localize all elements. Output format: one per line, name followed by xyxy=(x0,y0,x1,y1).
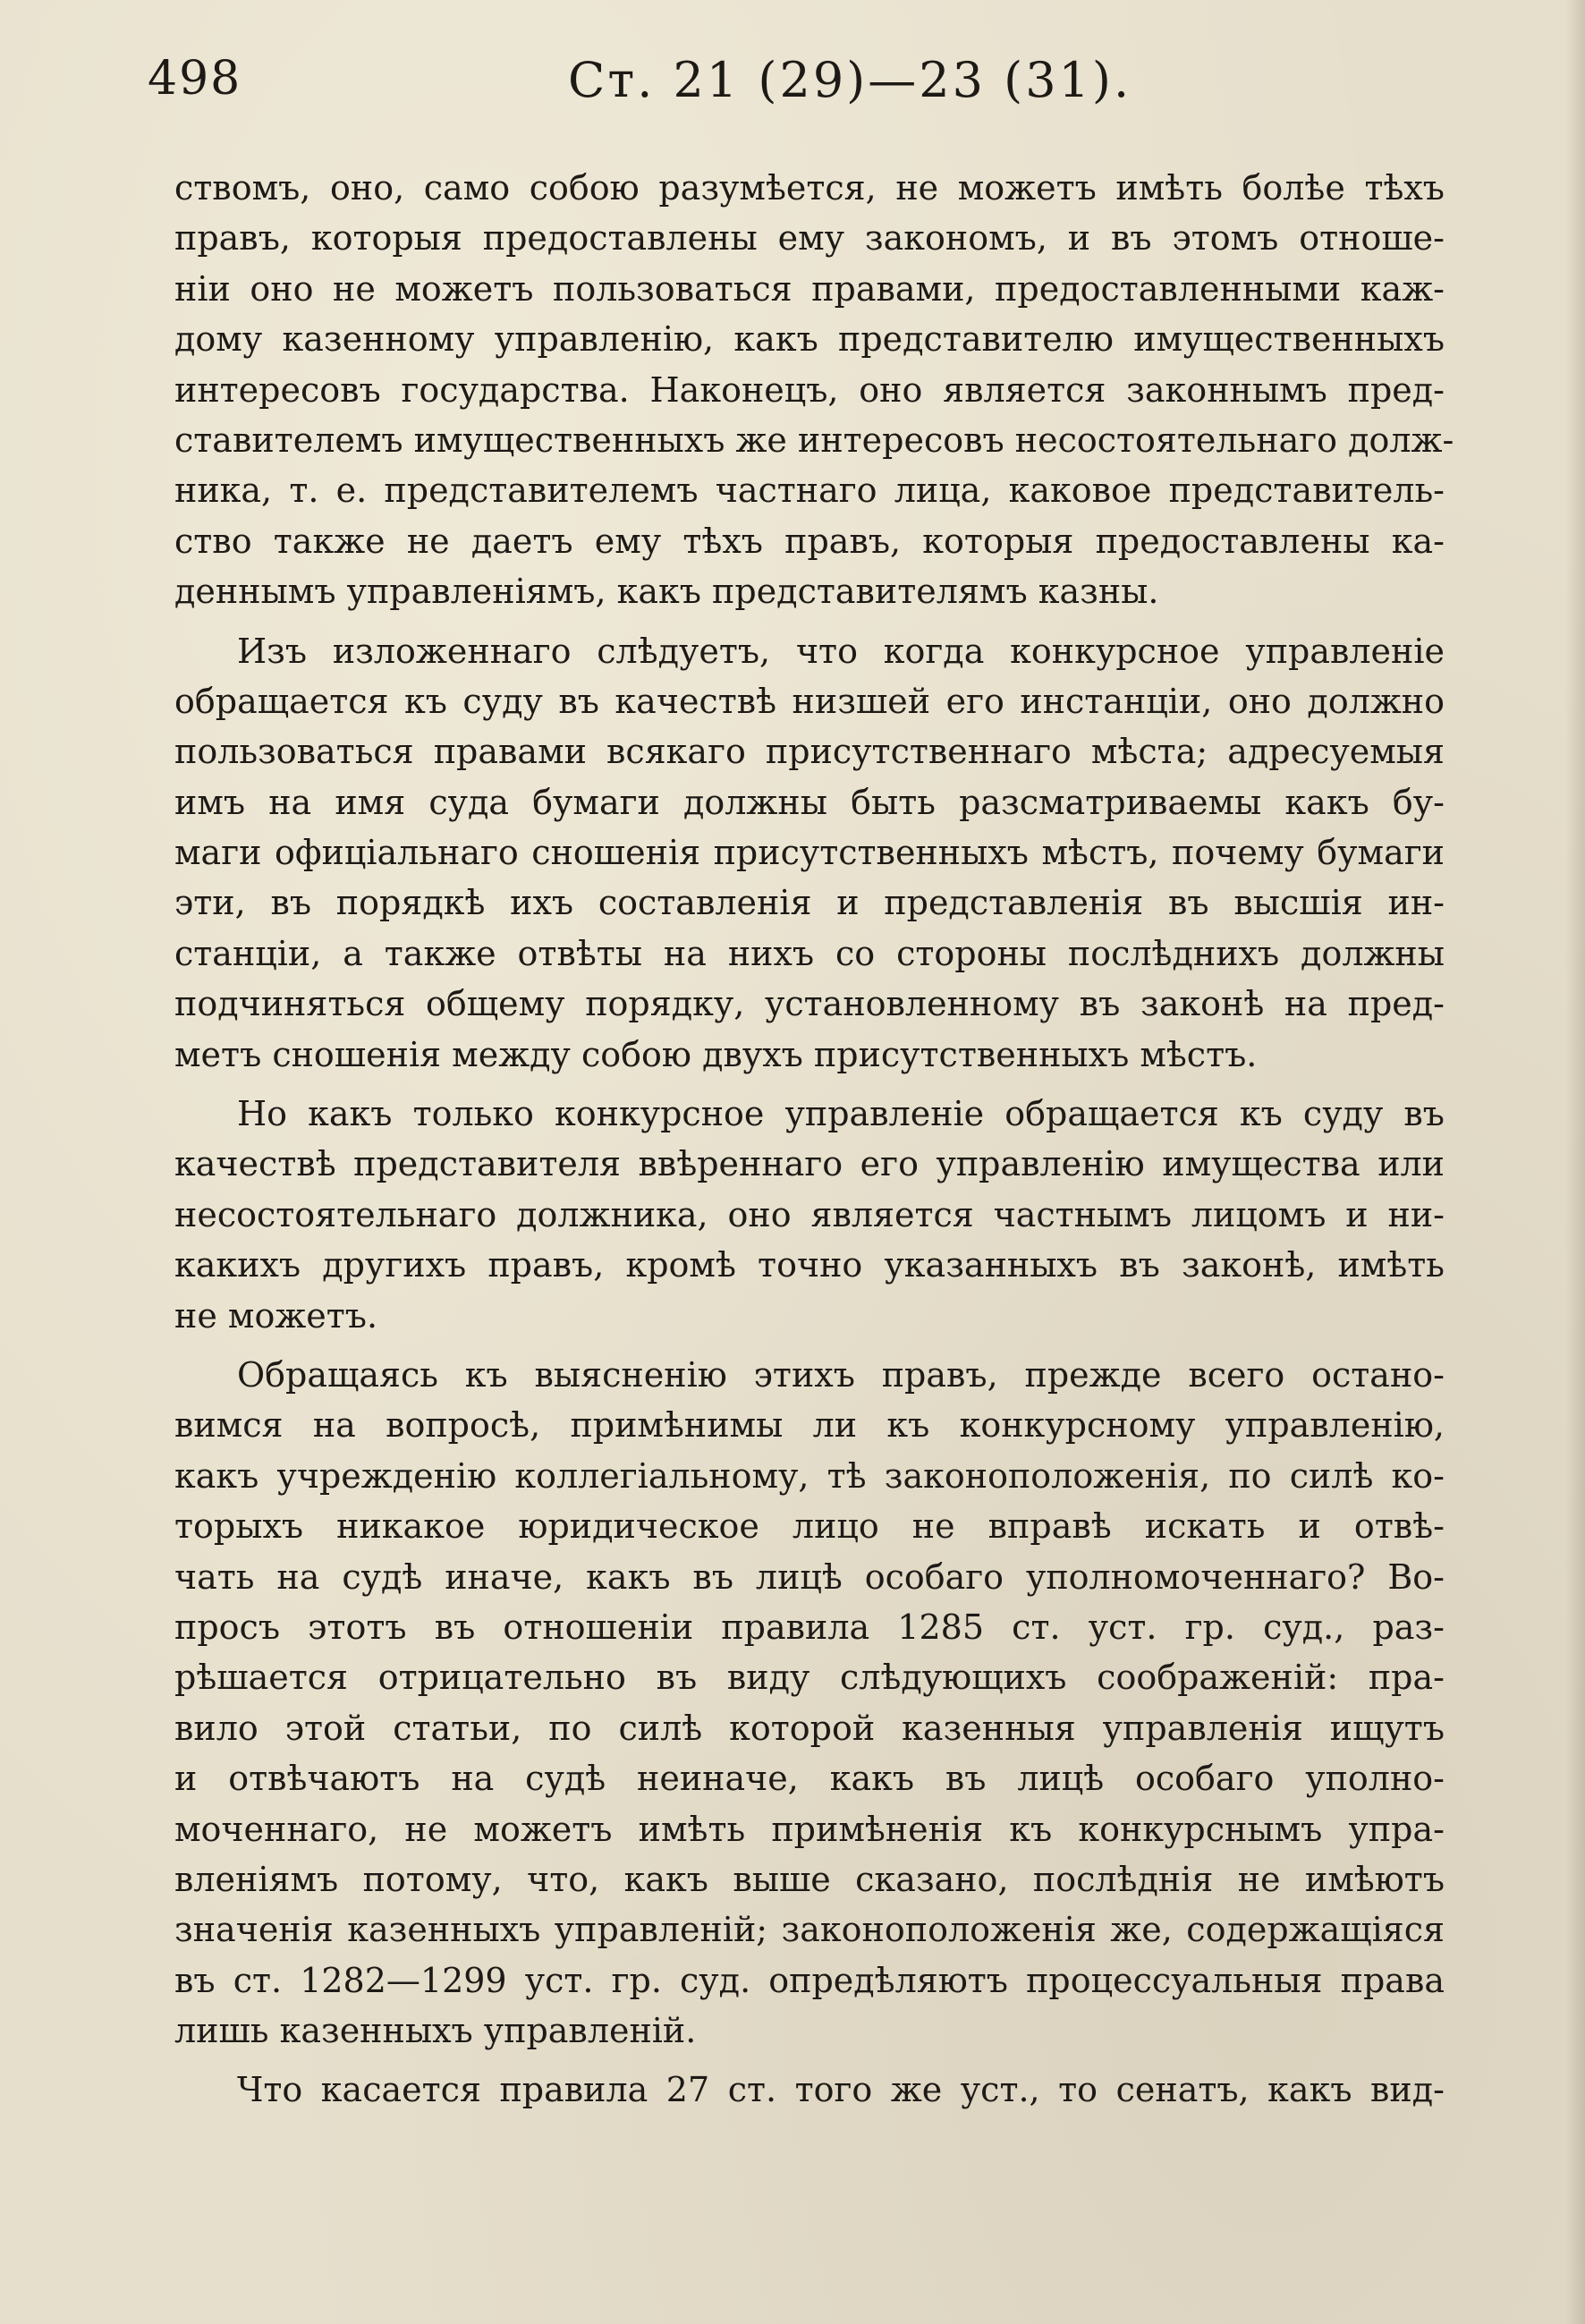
paragraph-1 xyxy=(174,163,1454,617)
body-text xyxy=(174,163,1454,2125)
text-line: Обращаясь къ выясненію этихъ правъ, прежде всего остано- xyxy=(237,1354,1445,1395)
text-line: вило этой статьи, по силѣ которой казенныя управленія ищутъ xyxy=(174,1708,1445,1748)
text-line: имъ на имя суда бумаги должны быть разсматриваемы какъ бу- xyxy=(174,782,1445,822)
text-line: Но какъ только конкурсное управленіе обращается къ суду въ xyxy=(237,1094,1445,1134)
text-line: дому казенному управленію, какъ представителю имущественныхъ xyxy=(174,319,1445,360)
paragraph-2 xyxy=(174,626,1445,1081)
text-line: ника, т. е. представителемъ частнаго лица, каковое представитель- xyxy=(174,471,1445,511)
text-line: не можетъ. xyxy=(174,1295,378,1336)
text-line: чать на судѣ иначе, какъ въ лицѣ особаго уполномоченнаго? Во- xyxy=(174,1556,1445,1597)
text-line: просъ этотъ въ отношеніи правила 1285 ст. уст. гр. суд., раз- xyxy=(174,1607,1445,1647)
text-line: какихъ другихъ правъ, кромѣ точно указанныхъ въ законѣ, имѣть xyxy=(174,1245,1445,1285)
paragraph-4 xyxy=(174,1350,1445,2056)
text-line: эти, въ порядкѣ ихъ составленія и представленія въ высшія ин- xyxy=(174,883,1445,923)
text-line: вленіямъ потому, что, какъ выше сказано, послѣднія не имѣютъ xyxy=(174,1859,1445,1899)
text-line: въ ст. 1282—1299 уст. гр. суд. опредѣляютъ процессуальныя права xyxy=(174,1960,1445,2000)
text-line: деннымъ управленіямъ, какъ представителямъ казны. xyxy=(174,572,1159,612)
text-line: станціи, а также отвѣты на нихъ со стороны послѣднихъ должны xyxy=(174,933,1445,973)
paragraph-5 xyxy=(174,2065,1445,2115)
page-number: 498 xyxy=(148,52,242,106)
text-line: и отвѣчаютъ на судѣ неиначе, какъ въ лицѣ особаго уполно- xyxy=(174,1759,1445,1799)
text-line: интересовъ государства. Наконецъ, оно является законнымъ пред- xyxy=(174,369,1445,410)
text-line: ставителемъ имущественныхъ же интересовъ несостоятельнаго долж- xyxy=(174,420,1454,460)
text-line: метъ сношенія между собою двухъ присутственныхъ мѣстъ. xyxy=(174,1034,1258,1074)
text-line: лишь казенныхъ управленій. xyxy=(174,2011,697,2051)
text-line: ніи оно не можетъ пользоваться правами, предоставленными каж- xyxy=(174,268,1445,309)
text-line: какъ учрежденію коллегіальному, тѣ законоположенія, по силѣ ко- xyxy=(174,1455,1445,1496)
text-line: ствомъ, оно, само собою разумѣется, не можетъ имѣть болѣе тѣхъ xyxy=(174,168,1445,208)
page-header xyxy=(148,52,1454,123)
text-line: значенія казенныхъ управленій; законоположенія же, содержащіяся xyxy=(174,1910,1445,1950)
text-line: рѣшается отрицательно въ виду слѣдующихъ соображеній: пра- xyxy=(174,1658,1445,1698)
text-line: подчиняться общему порядку, установленному въ законѣ на пред- xyxy=(174,984,1445,1024)
paragraph-3 xyxy=(174,1089,1445,1341)
text-line: Изъ изложеннаго слѣдуетъ, что когда конкурсное управленіе xyxy=(237,631,1445,671)
text-line: маги офиціальнаго сношенія присутственныхъ мѣстъ, почему бумаги xyxy=(174,833,1445,873)
text-line: ство также не даетъ ему тѣхъ правъ, которыя предоставлены ка- xyxy=(174,521,1445,561)
text-line: вимся на вопросѣ, примѣнимы ли къ конкурсному управленію, xyxy=(174,1405,1445,1446)
text-line: пользоваться правами всякаго присутственнаго мѣста; адресуемыя xyxy=(174,732,1445,772)
text-line: несостоятельнаго должника, оно является частнымъ лицомъ и ни- xyxy=(174,1194,1445,1234)
running-head: Ст. 21 (29)—23 (31). xyxy=(568,52,1132,108)
text-line: правъ, которыя предоставлены ему закономъ, и въ этомъ отноше- xyxy=(174,218,1445,259)
text-line: качествѣ представителя ввѣреннаго его управленію имущества или xyxy=(174,1144,1445,1184)
text-line: торыхъ никакое юридическое лицо не вправѣ искать и отвѣ- xyxy=(174,1506,1445,1547)
text-line: моченнаго, не можетъ имѣть примѣненія къ конкурснымъ упра- xyxy=(174,1809,1445,1849)
text-line: обращается къ суду въ качествѣ низшей его инстанціи, оно должно xyxy=(174,681,1445,721)
text-line: Что касается правила 27 ст. того же уст., то сенатъ, какъ вид- xyxy=(237,2070,1445,2110)
